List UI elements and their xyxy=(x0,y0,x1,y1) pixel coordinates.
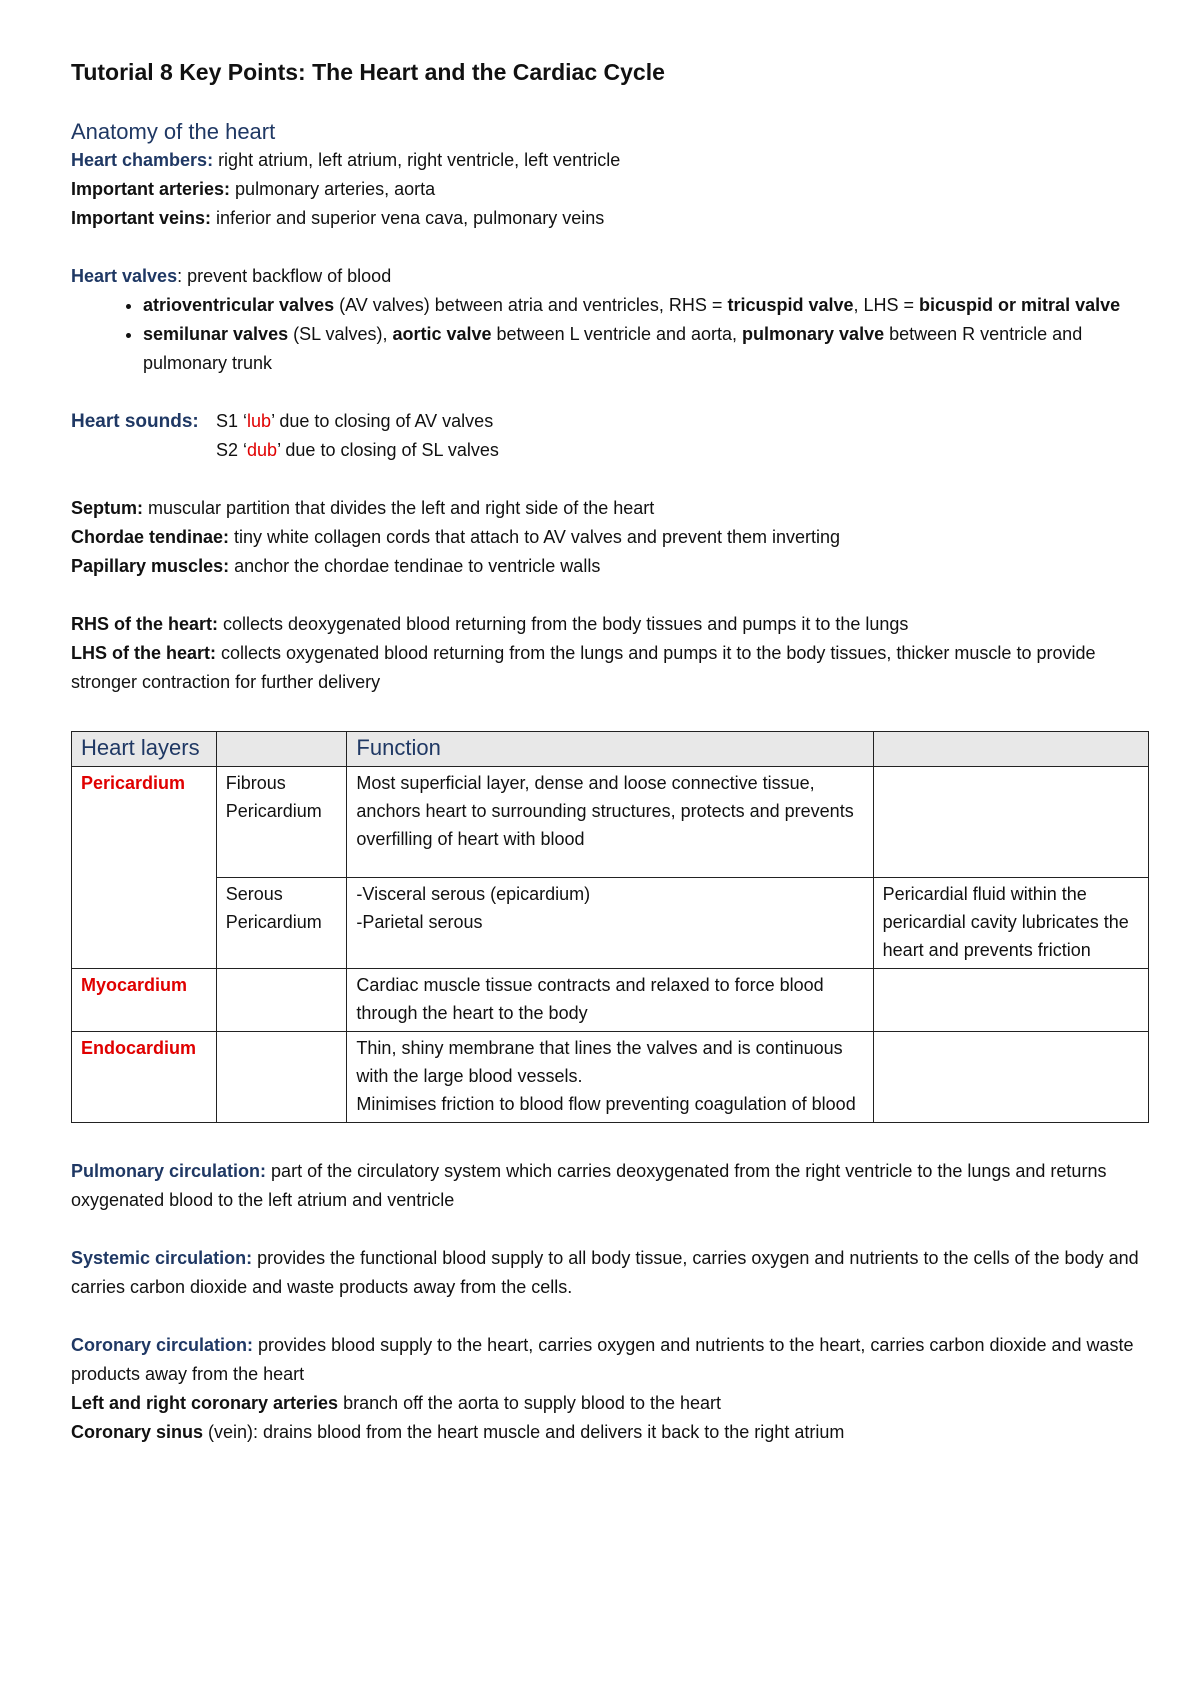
pulmonary-valve-text: between R ventricle and pulmonary trunk xyxy=(143,324,1083,374)
papillary-label: Papillary muscles: xyxy=(71,556,230,577)
s2-word: dub xyxy=(247,440,278,461)
chordae-text: tiny white collagen cords that attach to AV valves and prevent them inverting xyxy=(229,527,841,548)
av-valves-term: atrioventricular valves xyxy=(143,295,335,316)
aortic-term: aortic valve xyxy=(392,324,492,345)
arteries-line xyxy=(71,175,1151,204)
systemic-text: provides the functional blood supply to all body tissue, carries oxygen and nutrients to the cells of the body and carries carbon dioxide and waste products away from the cells. xyxy=(71,1248,1139,1298)
myocardium-blank xyxy=(216,969,347,1032)
coronary-sinus-line xyxy=(71,1418,1151,1447)
s1-line xyxy=(216,407,499,436)
arteries-text: pulmonary arteries, aorta xyxy=(230,179,436,200)
lhs-label: LHS of the heart: xyxy=(71,643,217,664)
septum-text: muscular partition that divides the left and right side of the heart xyxy=(143,498,655,519)
heart-sounds xyxy=(71,407,1151,465)
coronary-arteries-line xyxy=(71,1389,1151,1418)
s1-word: lub xyxy=(247,411,272,432)
table-row xyxy=(72,878,1149,969)
coronary-circulation xyxy=(71,1331,1151,1389)
s2-post: ’ due to closing of SL valves xyxy=(277,440,499,461)
lhs-line xyxy=(71,639,1151,697)
s1-post: ’ due to closing of AV valves xyxy=(271,411,494,432)
av-valves-text: (AV valves) between atria and ventricles, RHS = xyxy=(334,295,728,316)
veins-line xyxy=(71,204,1151,233)
coronary-text: provides blood supply to the heart, carries oxygen and nutrients to the heart, carries carbon dioxide and waste products away from the heart xyxy=(71,1335,1134,1385)
endocardium-note-cell xyxy=(873,1032,1148,1123)
table-header-row xyxy=(72,732,1149,767)
valves-label: Heart valves xyxy=(71,266,178,287)
page-title: Tutorial 8 Key Points: The Heart and the Cardiac Cycle xyxy=(71,59,665,85)
endocardium-cell: Endocardium xyxy=(72,1032,217,1123)
rhs-text: collects deoxygenated blood returning from the body tissues and pumps it to the lungs xyxy=(218,614,909,635)
coronary-sinus-text: (vein): drains blood from the heart muscle and delivers it back to the right atrium xyxy=(203,1422,845,1443)
coronary-arteries-label: Left and right coronary arteries xyxy=(71,1393,339,1414)
rhs-label: RHS of the heart: xyxy=(71,614,219,635)
chambers-line xyxy=(71,146,1151,175)
serous-function-cell xyxy=(347,878,873,969)
septum-label: Septum: xyxy=(71,498,143,519)
header-function: Function xyxy=(347,732,873,767)
serous-cell: Serous Pericardium xyxy=(216,878,347,969)
coronary-arteries-text: branch off the aorta to supply blood to the heart xyxy=(338,1393,722,1414)
septum-line xyxy=(71,494,1151,523)
valves-text: : prevent backflow of blood xyxy=(177,266,392,287)
pulmonary-circulation xyxy=(71,1157,1151,1215)
rhs-line xyxy=(71,610,1151,639)
header-heart-layers: Heart layers xyxy=(72,732,217,767)
coronary-label: Coronary circulation: xyxy=(71,1335,254,1356)
fibrous-cell: Fibrous Pericardium xyxy=(216,767,347,878)
serous-note-cell: Pericardial fluid within the pericardial cavity lubricates the heart and prevents friction xyxy=(873,878,1148,969)
chordae-label: Chordae tendinae: xyxy=(71,527,230,548)
chambers-label: Heart chambers: xyxy=(71,150,214,171)
header-blank-2 xyxy=(873,732,1148,767)
tricuspid-term: tricuspid valve xyxy=(727,295,854,316)
document-page xyxy=(71,58,1151,1447)
s2-pre: S2 ‘ xyxy=(216,440,248,461)
anatomy-heading: Anatomy of the heart xyxy=(71,118,276,144)
systemic-label: Systemic circulation: xyxy=(71,1248,253,1269)
table-row xyxy=(72,767,1149,878)
s1-pre: S1 ‘ xyxy=(216,411,248,432)
sl-valves-text: (SL valves), xyxy=(288,324,393,345)
valves-line xyxy=(71,262,1151,291)
veins-label: Important veins: xyxy=(71,208,212,229)
myocardium-cell: Myocardium xyxy=(72,969,217,1032)
valves-list xyxy=(71,291,1151,378)
coronary-sinus-label: Coronary sinus xyxy=(71,1422,204,1443)
lhs-text: , LHS = xyxy=(853,295,920,316)
pericardium-cell: Pericardium xyxy=(72,767,217,969)
endocardium-function-cell xyxy=(347,1032,873,1123)
sl-valves-term: semilunar valves xyxy=(143,324,289,345)
systemic-circulation xyxy=(71,1244,1151,1302)
table-row xyxy=(72,969,1149,1032)
pulmonary-text: part of the circulatory system which carries deoxygenated from the right ventricle to the lungs and returns oxygenated blood to the left atrium and ventricle xyxy=(71,1161,1107,1211)
arteries-label: Important arteries: xyxy=(71,179,231,200)
serous-fn-1: -Visceral serous (epicardium) xyxy=(356,884,591,905)
fibrous-note-cell xyxy=(873,767,1148,878)
myocardium-note-cell xyxy=(873,969,1148,1032)
sounds-label: Heart sounds: xyxy=(71,411,199,433)
fibrous-function-cell: Most superficial layer, dense and loose connective tissue, anchors heart to surrounding structures, protects and prevents overfilling of heart with blood xyxy=(347,767,873,878)
chambers-text: right atrium, left atrium, right ventricle, left ventricle xyxy=(213,150,621,171)
papillary-line xyxy=(71,552,1151,581)
list-item xyxy=(143,320,1151,378)
bicuspid-term: bicuspid or mitral valve xyxy=(919,295,1121,316)
serous-fn-2: -Parietal serous xyxy=(356,912,483,933)
list-item xyxy=(143,291,1151,320)
heart-layers-table xyxy=(71,731,1149,1123)
pulmonary-label: Pulmonary circulation: xyxy=(71,1161,267,1182)
aortic-text: between L ventricle and aorta, xyxy=(491,324,743,345)
sounds-list xyxy=(216,407,499,465)
endocardium-fn-1: Thin, shiny membrane that lines the valves and is continuous with the large blood vessels. xyxy=(356,1038,843,1087)
table-row xyxy=(72,1032,1149,1123)
endocardium-fn-2: Minimises friction to blood flow preventing coagulation of blood xyxy=(356,1094,856,1115)
endocardium-blank xyxy=(216,1032,347,1123)
myocardium-function-cell: Cardiac muscle tissue contracts and relaxed to force blood through the heart to the body xyxy=(347,969,873,1032)
chordae-line xyxy=(71,523,1151,552)
header-blank-1 xyxy=(216,732,347,767)
s2-line xyxy=(216,436,499,465)
pulmonary-valve-term: pulmonary valve xyxy=(742,324,885,345)
lhs-text: collects oxygenated blood returning from the lungs and pumps it to the body tissues, thicker muscle to provide stronger contraction for further delivery xyxy=(71,643,1096,693)
papillary-text: anchor the chordae tendinae to ventricle walls xyxy=(229,556,601,577)
veins-text: inferior and superior vena cava, pulmonary veins xyxy=(211,208,605,229)
